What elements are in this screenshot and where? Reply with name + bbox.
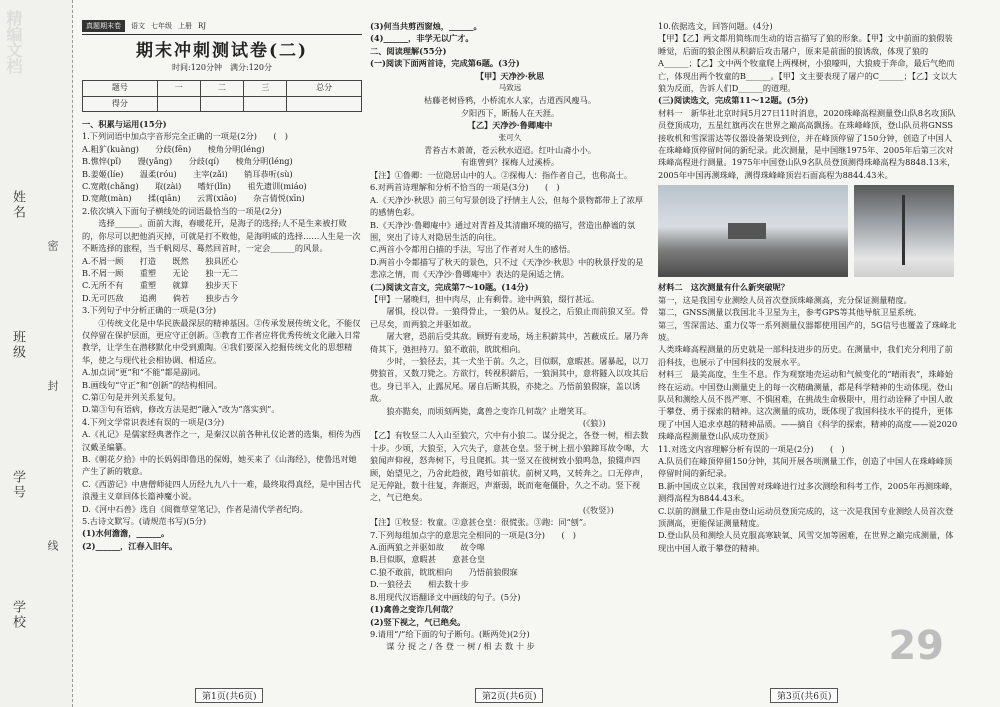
page-3-top [658, 20, 958, 107]
text-line: 人类珠峰高程测量的历史就是一部科技进步的历史。在测量中，我们充分利用了前沿科技，也展示了中国科技的发展水平。 [658, 344, 953, 367]
text-line: D.宽敞(màn) 揉(qiān) 云霄(xiāo) 杂言倩悦(xīn) [82, 193, 305, 204]
page-2-questions [370, 169, 650, 653]
score-header-cell: 总分 [287, 81, 362, 96]
page-number-2: 第2页(共6页) [475, 688, 543, 703]
text-line: B.新中国成立以来，我国曾对珠峰进行过多次测绘和科考工作，2005年再测珠峰，测得高程为8844.43米。 [658, 480, 958, 504]
photo-row [658, 185, 958, 277]
score-header-cell: 题号 [83, 81, 158, 96]
page-1-questions [82, 118, 362, 552]
header-grade: 七年级 [151, 22, 172, 30]
score-cell[interactable] [157, 96, 200, 111]
text-line: B.画线句“守正”和“创新”的结构相同。 [82, 379, 222, 390]
text-line: (《狼》) [370, 418, 606, 428]
poem-2-author: 张可久 [498, 132, 522, 142]
text-line: 二、阅读理解(55分) [370, 45, 447, 56]
score-cell[interactable] [287, 96, 362, 111]
text-line: (《牧竖》) [370, 504, 614, 515]
text-line: D.无可匹敌 追溯 倘若 独步古今 [82, 292, 239, 303]
text-line: D.登山队员和测绘人员克服高寒缺氧、风雪交加等困难，在世界之巅完成测量，体现出中国人敢于攀登的精神。 [658, 530, 954, 553]
page-number-3: 第3页(共6页) [770, 688, 838, 703]
header-term: 上册 [178, 22, 192, 30]
survey-pole-shape [902, 195, 905, 265]
column-page-3 [658, 20, 958, 680]
text-line: (1)禽兽之变诈几何哉？ [370, 604, 458, 615]
text-line: A.不屑一顾 打造 既然 独具匠心 [82, 255, 238, 266]
text-line: 5.古诗文默写。(请规范书写)(5分) [82, 516, 207, 527]
text-line: D.第③句有语病，修改方法是把“融入”改为“落实到”。 [82, 404, 280, 415]
text-line: (2)竖下视之，气已绝矣。 [370, 616, 466, 627]
question-11 [658, 443, 958, 555]
column-page-2 [370, 20, 650, 680]
text-line: (3)何当共剪西窗烛，______。 [370, 21, 482, 31]
text-line: C.两首小令都用白描的手法，写出了作者对人生的感悟。 [370, 244, 576, 255]
text-line: A.粗犷(kuàng) 分歧(fēn) 棱角分明(léng) [82, 143, 265, 154]
text-line: 【注】①牧竖：牧童。②意甚仓皇：很慌张。③跑：同“刨”。 [370, 517, 592, 528]
text-line: (三)阅读选文，完成第11～12题。(5分) [658, 95, 809, 106]
text-line: (4)______，非学无以广才。 [370, 33, 474, 44]
text-line: C.《西游记》中唐僧师徒四人历经九九八十一难，最终取得真经，是中国古代浪漫主义章回体长篇神魔小说。 [82, 478, 361, 502]
text-line: 狼亦黠矣，而顷刻两毙，禽兽之变诈几何哉？止增笑耳。 [370, 405, 592, 416]
text-line: B.《朝花夕拾》中的长妈妈即鲁迅的保姆，她买来了《山海经》，使鲁迅对她产生了新的敬意。 [82, 454, 357, 477]
flag-shape [728, 223, 766, 239]
score-cell[interactable] [244, 96, 287, 111]
text-line: (二)阅读文言文，完成第7～10题。(14分) [370, 281, 529, 292]
text-line: D.《河中石兽》选自《阅微草堂笔记》，作者是清代学者纪昀。 [82, 503, 308, 514]
summit-team-photo [658, 185, 848, 277]
score-table [82, 80, 362, 112]
text-line: 少时，一狼径去，其一犬坐于前。久之，目似瞑，意暇甚。屠暴起，以刀劈狼首，又数刀毙之。方欲行，转视积薪后，一狼洞其中，意将隧入以攻其后也。身已半入，止露尻尾。屠自后断其股，亦毙之。乃悟前狼假寐，盖以诱敌。 [370, 355, 649, 404]
text-line: 一、积累与运用(15分) [82, 119, 167, 130]
text-line: D.两首小令都描写了秋天的景色，只不过《天净沙·秋思》中的秋景抒发的是悲凉之情，而《天净沙·鲁卿庵中》表达的是闲适之情。 [370, 256, 644, 280]
poem-line: 枯藤老树昏鸦，小桥流水人家，古道西风瘦马。 [424, 95, 596, 106]
header-subject: 语文 [131, 22, 145, 30]
material-2 [658, 294, 958, 368]
poem-line: 青苔古木萧萧，苍云秋水迢迢。红叶山斋小小。 [424, 145, 596, 156]
student-id-label: 学号 [10, 470, 25, 500]
text-line: A.加点词“更”和“不能”都是副词。 [82, 367, 206, 378]
text-line: 第三，雪深雷达、重力仪等一系列测量仪器都使用国产的，5G信号也覆盖了珠峰北坡。 [658, 319, 957, 342]
score-header-cell: 一 [157, 81, 200, 96]
summit-marker-photo [854, 185, 954, 277]
text-line: 【注】①鲁卿：一位隐居山中的人。②探梅人：指作者自己，也称高士。 [370, 169, 633, 180]
poem-1-author: 马致远 [498, 83, 522, 93]
name-label: 姓名 [10, 190, 25, 220]
seal-word-3: 线 [46, 540, 59, 551]
text-line: 【甲】一屠晚归，担中肉尽，止有剩骨。途中两狼，缀行甚远。 [370, 293, 600, 304]
text-line: D.一狼径去 相去数十步 [370, 579, 469, 590]
text-line: B.目似瞑，意暇甚 意甚仓皇 [370, 554, 486, 565]
header-tag: 真题期末卷 [82, 20, 125, 32]
page-stamp-number: 29 [888, 622, 944, 669]
text-line: C.以前的测量工作是由登山运动员登顶完成的，这一次是我国专业测绘人员首次登顶测高，更能保证测量精度。 [658, 505, 954, 528]
poem-line: 有谁曾到？探梅人过溪桥。 [460, 157, 560, 168]
score-header-cell: 三 [244, 81, 287, 96]
poem-2-title: 【乙】天净沙·鲁卿庵中 [467, 120, 553, 131]
text-line: B.《天净沙·鲁卿庵中》通过对青苔及其清幽环境的描写，营造出静谧的氛围，突出了诗人对隐居生活的向往。 [370, 219, 636, 242]
text-line: A.面两狼之并驱如故 故令嗥 [370, 542, 485, 553]
text-line: C.宽敞(chǎng) 取(zài) 嗜好(lǐn) 祖先遗训(miáo) [82, 181, 307, 192]
page-2-top [370, 20, 650, 70]
text-line: (1)水何澹澹，______。 [82, 528, 170, 539]
poem-line: 夕阳西下，断肠人在天涯。 [460, 107, 560, 118]
text-line: (一)阅读下面两首诗，完成第6题。(3分) [370, 58, 520, 69]
text-line: 3.下列句子中分析正确的一项是(3分) [82, 305, 217, 316]
text-line: C.无所不有 重塑 就算 独步天下 [82, 280, 238, 291]
text-line: 7.下列每组加点字的意思完全相同的一项是(3分) ( ) [370, 529, 576, 540]
seal-word-1: 密 [46, 240, 59, 251]
page-title: 期末冲刺测试卷(二) [135, 41, 309, 62]
text-line: (2)______，江春入旧年。 [82, 540, 178, 551]
text-line: 1.下列词语中加点字音形完全正确的一项是(2分) ( ) [82, 131, 288, 142]
text-line: 屠大窘，恐前后受其敌。顾野有麦场，场主积薪其中，苫蔽成丘。屠乃奔倚其下，弛担持刀。狼不敢前，眈眈相向。 [370, 331, 649, 354]
page-number-1: 第1页(共6页) [195, 688, 263, 703]
text-line: ①传统文化是中华民族最深层的精神基因。②传承发展传统文化，不能仅仅停留在保护层面，更应守正创新。③教育工作者应将优秀传统文化融入日常教学，让学生在潜移默化中受到熏陶。④我们要深入挖掘传统文化的思想精华，使之与现代社会相协调、相适应。 [82, 317, 361, 365]
text-line: C.狼不敢前，眈眈相向 乃悟前狼假寐 [370, 566, 518, 577]
score-row-label: 得分 [83, 96, 158, 111]
school-label: 学校 [10, 600, 25, 630]
score-cell[interactable] [200, 96, 243, 111]
exam-info: 时间:120分钟 满分:120分 [172, 62, 272, 72]
column-page-1 [82, 20, 362, 680]
text-line: B.姜姬(líe) 温柔(róu) 主宰(zǎi) 销耳恭听(sù) [82, 168, 293, 179]
text-line: 选择______。面前大海，春暖花开，是海子的选择;人不是生来被打败的，你尽可以把他消灭掉，可就是打不败他，是海明威的选择……人生是一次不断选择的旅程，当千帆阅尽、蓦然回首时，一定会______的风景。 [82, 218, 361, 254]
text-line: 11.对选文内容理解分析有误的一项是(2分) ( ) [658, 443, 845, 454]
text-line: 【甲】【乙】两文都用简练而生动的语言描写了狼的形象。【甲】文中前面的狼假装睡觉，后面的狼企图从积薪后攻击屠户，原来是前面的狼诱敌，体现了狼的A______；【乙】文中两个牧童爬上两棵树，小狼嚎叫，大狼疲于奔命，最后气绝而亡，体现出两个牧童的B______。【甲】文主要表现了屠户的C______；【乙】文以大狼为反面，告诉人们D______的道理。 [658, 33, 957, 94]
header-edition: RJ [198, 22, 207, 30]
text-line: 屠惧，投以骨。一狼得骨止，一狼仍从。复投之，后狼止而前狼又至。骨已尽矣，而两狼之并驱如故。 [370, 306, 649, 329]
text-line: 谋 分 捉 之 / 各 登 一 树 / 相 去 数 十 步 [370, 641, 535, 652]
text-line: A.《礼记》是儒家经典著作之一，是秦汉以前各种礼仪论著的选集，相传为西汉戴圣编纂。 [82, 429, 361, 452]
text-line: B.不屑一顾 重塑 无论 独一无二 [82, 267, 238, 278]
text-line: A.《天净沙·秋思》前三句写景创设了抒情主人公，但每个景物都带上了浓厚的感情色彩。 [370, 194, 644, 218]
text-line: A.队员们在峰顶停留150分钟，其间开展各项测量工作，创造了中国人在珠峰峰顶停留时间的新纪录。 [658, 455, 953, 479]
text-line: 6.对两首诗理解和分析不恰当的一项是(3分) ( ) [370, 182, 560, 193]
text-line: C.第①句是并列关系复句。 [82, 391, 181, 402]
text-line: 第二，GNSS测量以我国北斗卫星为主，参考GPS等其他导航卫星系统。 [658, 307, 922, 318]
class-label: 班级 [10, 330, 25, 360]
text-line: 2.依次填入下面句子横线处的词语最恰当的一项是(2分) [82, 205, 282, 216]
poem-1-title: 【甲】天净沙·秋思 [475, 70, 545, 81]
material-2-title: 材料二 这次测量有什么新突破呢？ [658, 282, 790, 293]
score-header-cell: 二 [200, 81, 243, 96]
material-1: 材料一 新华社北京时间5月27日11时消息，2020珠峰高程测量登山队8名攻顶队员登顶成功，五星红旗再次在世界之巅高高飘扬。在珠峰峰顶，登山队员将GNSS接收机和雪深雷达等仪器设备架设到位，并在峰顶停留了150分钟，创造了中国人在珠峰峰顶停留时间的新纪录。此次测量，是中国继1975年、2005年后第三次对珠峰高程进行测量。1975年中国登山队9名队员登顶测得珠峰高程为8848.13米，2005年中国再测珠峰，测得珠峰峰顶岩石面高程为8844.43米。 [658, 107, 956, 180]
material-3: 材料三 最美高度，生生不息。作为观察地壳运动和气候变化的“晴雨表”，珠峰始终在运动。中国登山测量史上的每一次精确测量，都是科学精神的生动体现。登山队员和测绘人员不畏严寒、不惧困难，在挑战生命极限中，用行动诠释了中国人敢于攀登、勇于探索的精神。这次测量的成功，既体现了我国科技水平的提升，更体现了中国人追求卓越的精神品质。——摘自《科学的探索，精神的高度——说2020珠峰高程测量登山队成功登顶》 [658, 369, 958, 442]
text-line: 10.依据选文，回答问题。(4分) [658, 21, 773, 31]
text-line: B.憔悴(pǐ) 馒(yǎng) 分歧(qí) 棱角分明(léng) [82, 156, 293, 167]
text-line: 4.下列文学常识表述有误的一项是(3分) [82, 416, 225, 427]
text-line: 【乙】有牧竖二人入山至狼穴，穴中有小狼二。谋分捉之，各登一树，相去数十步。少顷，大狼至，入穴失子，意甚仓皇。竖于树上扭小狼蹄耳故令嗥，大狼闻声仰视，怒奔树下，号且爬抓。其一竖又在彼树致小狼鸣急，狼辍声四顾，始望见之，乃舍此趋彼，跑号如前状。前树又鸣，又转奔之。口无停声，足无停趾，数十往复，奔渐迟，声渐弱，既而奄奄僵卧，久之不动。竖下视之，气已绝矣。 [370, 430, 649, 503]
text-line: 第一，这是我国专业测绘人员首次登顶珠峰测高，充分保证测量精度。 [658, 294, 912, 305]
text-line: 9.请用“/”给下面的句子断句。(断两处)(2分) [370, 628, 530, 639]
text-line: 8.用现代汉语翻译文中画线的句子。(5分) [370, 591, 521, 602]
header-strip [82, 20, 362, 35]
watermark-text: 精编文档 [4, 10, 23, 74]
binding-strip [0, 0, 73, 707]
seal-word-2: 封 [46, 380, 59, 391]
